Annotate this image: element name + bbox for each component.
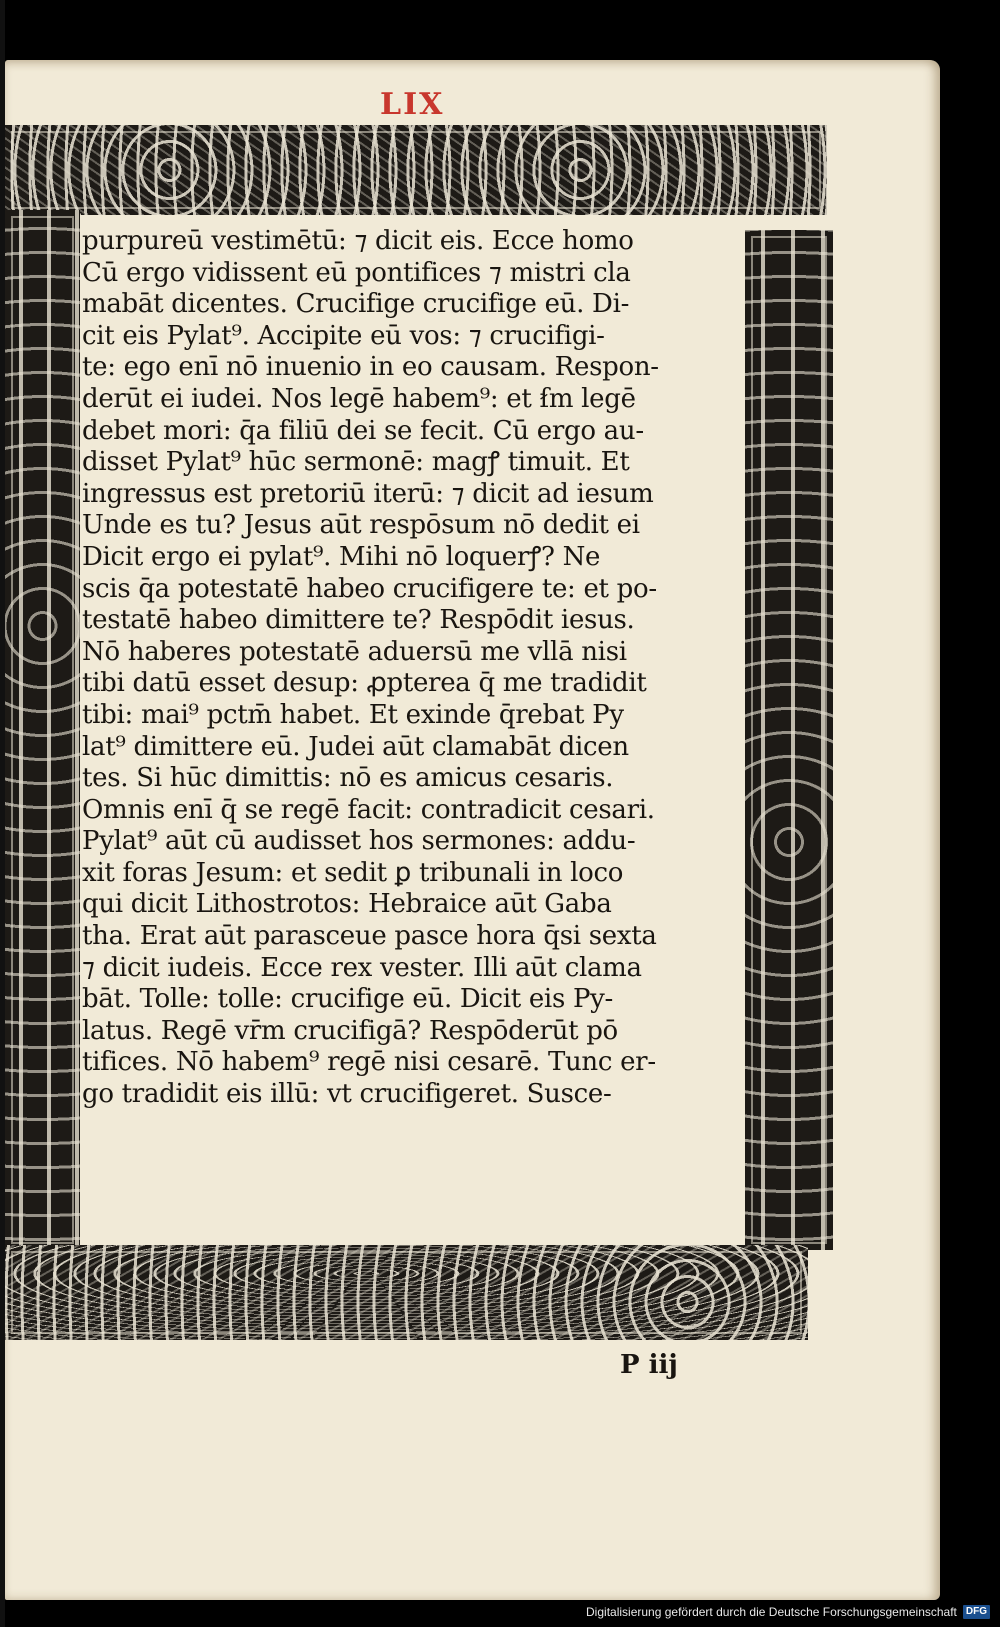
text-line: bāt. Tolle: tolle: crucifige eū. Dicit eis Py- (82, 984, 614, 1015)
text-line: Dicit ergo ei pylat⁹. Mihi nō loquerꝭ? Ne (82, 541, 601, 572)
woodcut-border-right (745, 230, 833, 1250)
text-line: scis q̄a potestatē habeo crucifigere te: et po- (82, 573, 657, 604)
text-line: Unde es tu? Jesus aūt respōsum nō dedit ei (82, 510, 640, 541)
text-line: ingressus est pretoriū iterū: ⁊ dicit ad iesum (82, 478, 654, 509)
text-line: Nō haberes potestatē aduersū me vllā nisi (82, 636, 627, 667)
signature-mark: P iij (620, 1350, 678, 1380)
credit-text: Digitalisierung gefördert durch die Deutsche Forschungsgemeinschaft (586, 1605, 957, 1619)
text-line: ⁊ dicit iudeis. Ecce rex vester. Illi aūt clama (82, 952, 642, 983)
text-line: Pylat⁹ aūt cū audisset hos sermones: addu- (82, 826, 636, 857)
text-line: lat⁹ dimittere eū. Judei aūt clamabāt dicen (82, 731, 629, 762)
text-line: tibi: mai⁹ pctm̄ habet. Et exinde q̄rebat Py (82, 699, 624, 730)
woodcut-border-top (5, 125, 827, 215)
text-line: te: ego enī nō inuenio in eo causam. Respon- (82, 352, 659, 383)
text-line: tes. Si hūc dimittis: nō es amicus cesaris. (82, 763, 614, 794)
text-line: go tradidit eis illū: vt crucifigeret. Susce- (82, 1079, 612, 1110)
text-line: debet mori: q̄a filiū dei se fecit. Cū ergo au- (82, 415, 644, 446)
woodcut-border-left (5, 210, 80, 1250)
text-line: testatē habeo dimittere te? Respōdit iesus. (82, 605, 635, 636)
text-line: xit foras Jesum: et sedit ꝑ tribunali in loco (82, 857, 624, 888)
text-line: tha. Erat aūt parasceue pasce hora q̄si sexta (82, 921, 657, 952)
text-line: mabāt dicentes. Crucifige crucifige eū. Di- (82, 289, 630, 320)
dfg-logo-icon: DFG (963, 1605, 990, 1619)
folio-number: LIX (380, 87, 445, 122)
text-line: tibi datū esset desup: ꝓpterea q̄ me tradidit (82, 668, 647, 699)
text-line: qui dicit Lithostrotos: Hebraice aūt Gaba (82, 889, 612, 920)
text-line: latus. Regē vr̄m crucifigā? Respōderūt pō (82, 1015, 618, 1046)
text-line: cit eis Pylat⁹. Accipite eū vos: ⁊ crucifigi- (82, 320, 605, 351)
text-line: derūt ei iudei. Nos legē habem⁹: et ẜm legē (82, 383, 636, 414)
text-line: Omnis enī q̄ se regē facit: contradicit cesari. (82, 794, 655, 825)
woodcut-border-bottom (5, 1245, 808, 1340)
digitization-credit (560, 1603, 990, 1621)
text-line: Cū ergo vidissent eū pontifices ⁊ mistri cla (82, 257, 631, 288)
text-line: tifices. Nō habem⁹ regē nisi cesarē. Tunc er- (82, 1047, 656, 1078)
text-block (82, 226, 742, 1236)
text-line: purpureū vestimētū: ⁊ dicit eis. Ecce homo (82, 226, 634, 256)
text-line: disset Pylat⁹ hūc sermonē: magꝭ timuit. Et (82, 447, 630, 478)
